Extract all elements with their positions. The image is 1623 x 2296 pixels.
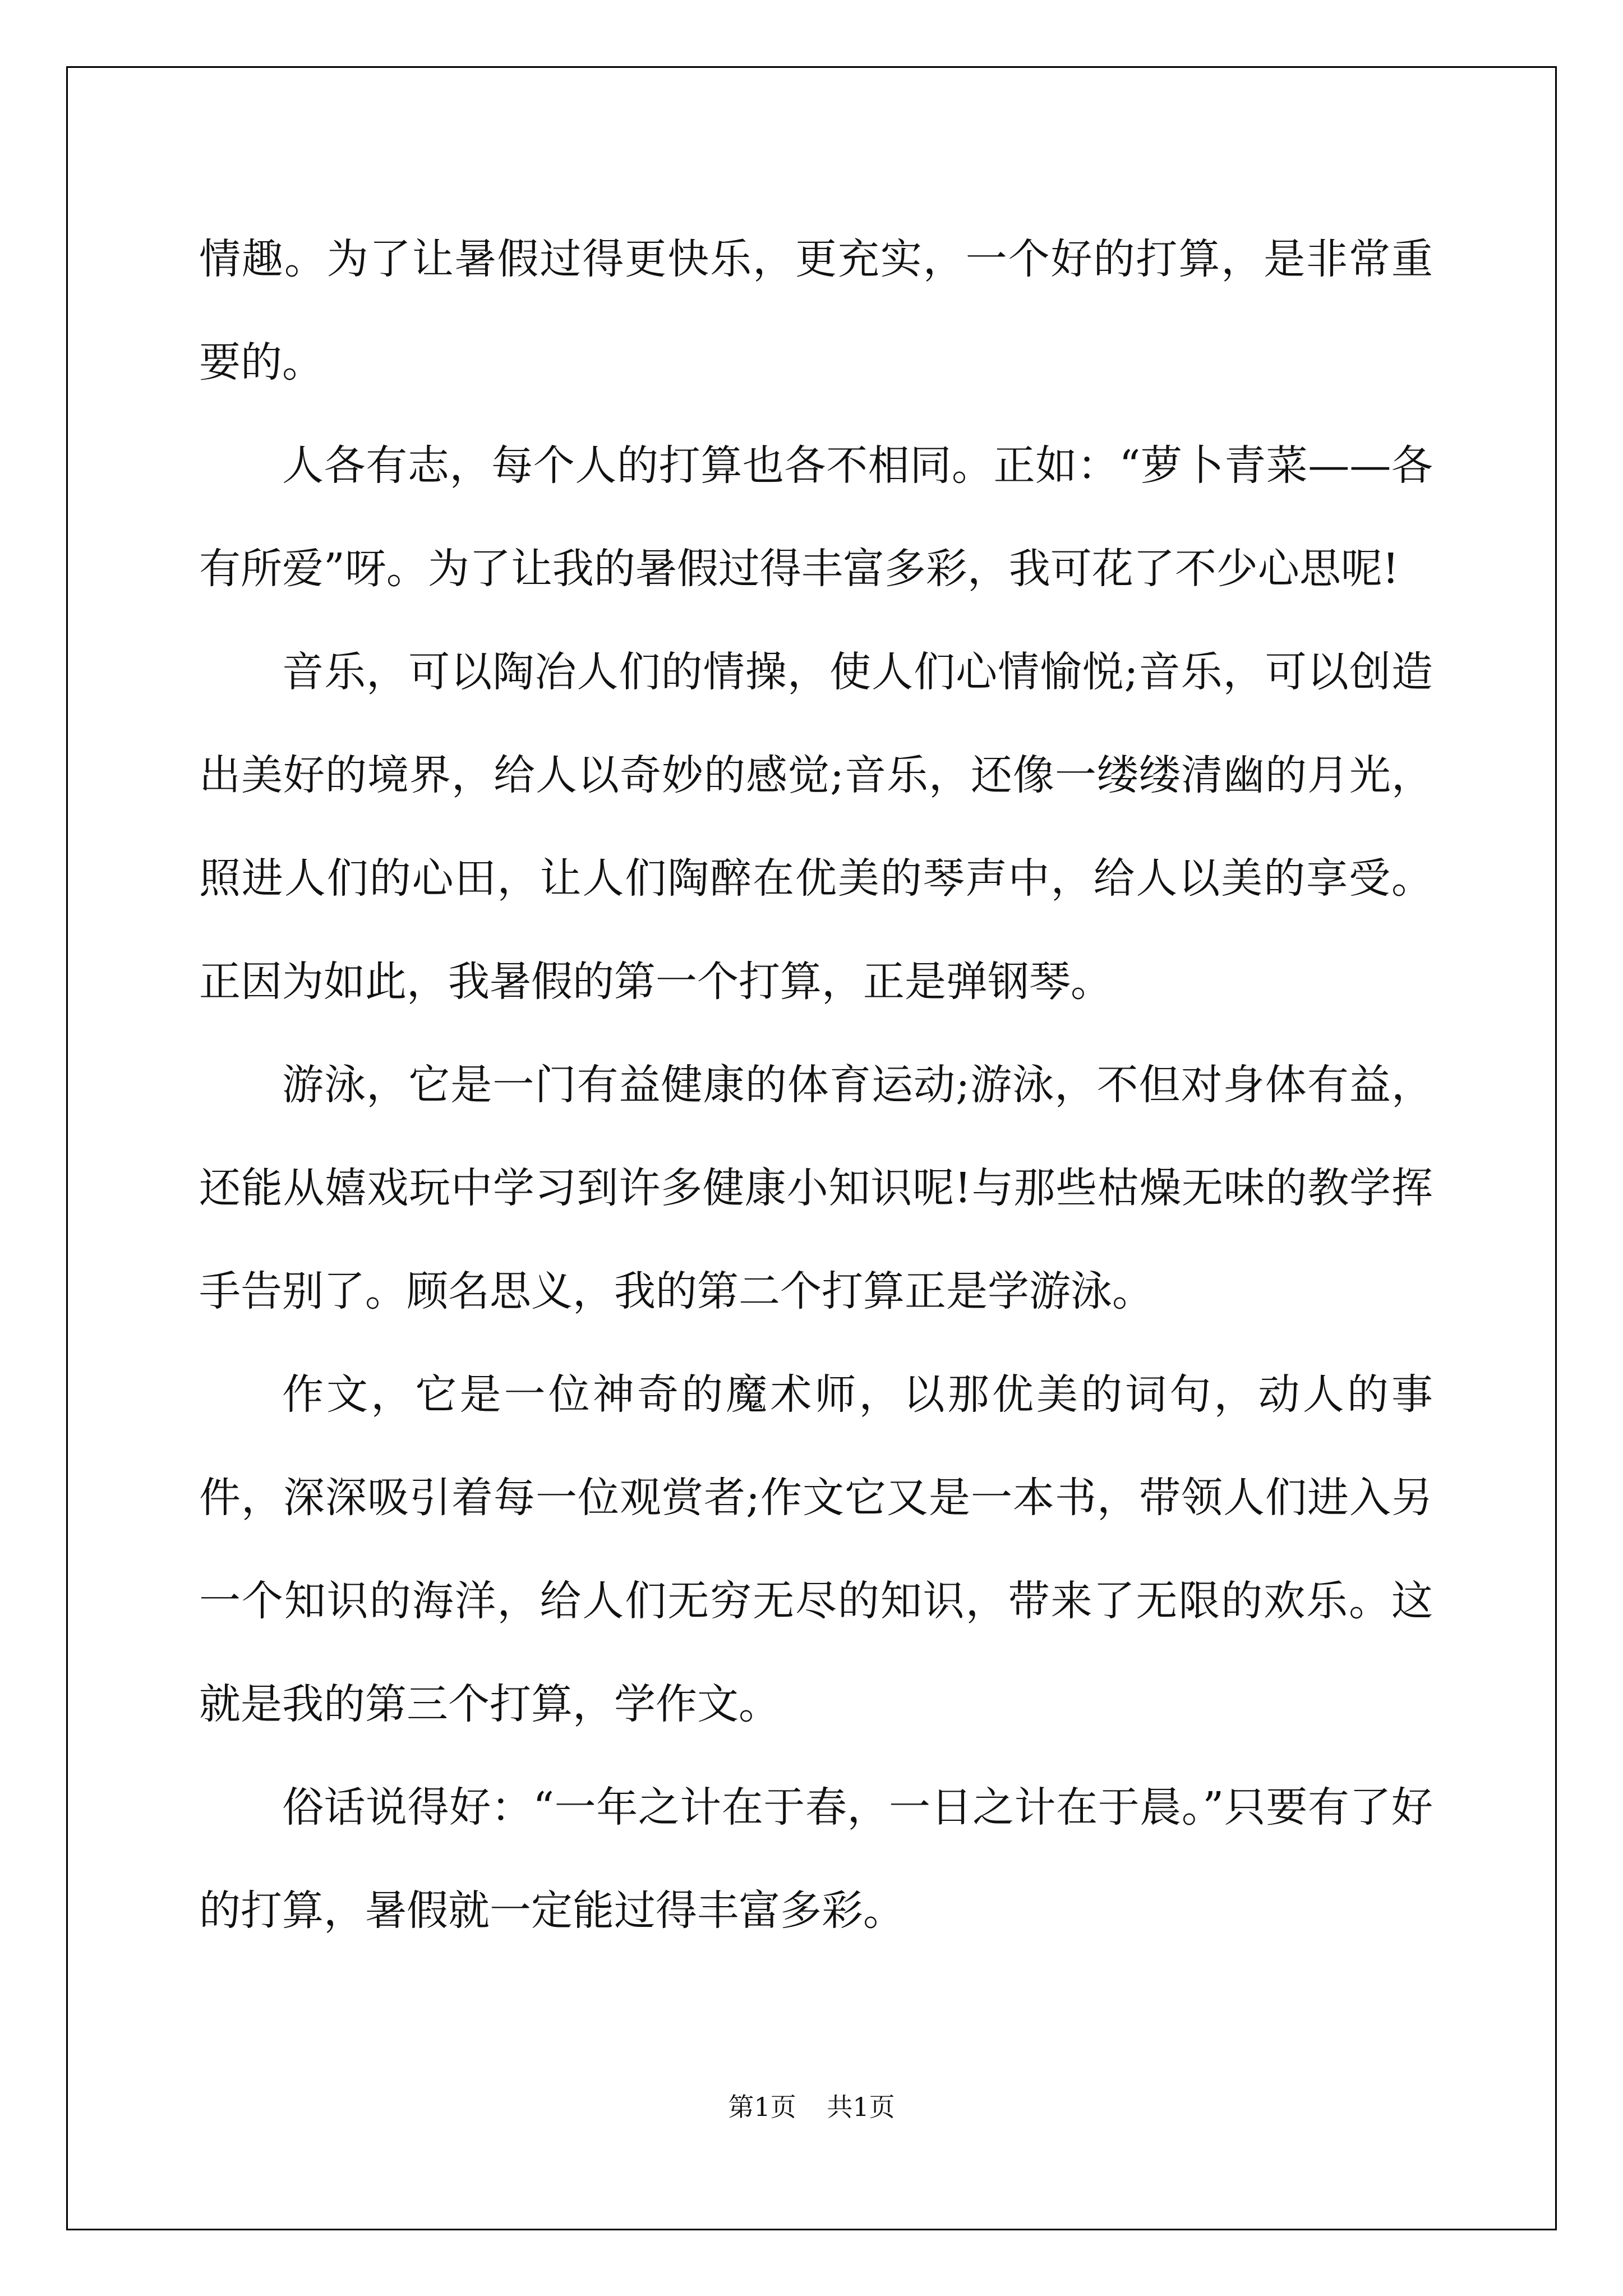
- document-body: [199, 208, 1433, 1962]
- paragraph-5: 作文，它是一位神奇的魔术师，以那优美的词句，动人的事件，深深吸引着每一位观赏者;作文它又是一本书，带领人们进入另一个知识的海洋，给人们无穷无尽的知识，带来了无限的欢乐。这就是我的第三个打算，学作文。: [199, 1370, 1433, 1728]
- paragraph-6: 俗话说得好：“一年之计在于春，一日之计在于晨。”只要有了好的打算，暑假就一定能过得丰富多彩。: [199, 1783, 1433, 1935]
- paragraph-2: 人各有志，每个人的打算也各不相同。正如：“萝卜青菜——各有所爱”呀。为了让我的暑假过得丰富多彩，我可花了不少心思呢!: [199, 441, 1433, 593]
- paragraph-1: 情趣。为了让暑假过得更快乐，更充实，一个好的打算，是非常重要的。: [199, 235, 1433, 386]
- paragraph-4: 游泳，它是一门有益健康的体育运动;游泳，不但对身体有益，还能从嬉戏玩中学习到许多健康小知识呢!与那些枯燥无味的教学挥手告别了。顾名思义，我的第二个打算正是学游泳。: [199, 1061, 1433, 1315]
- paragraph-3: 音乐，可以陶冶人们的情操，使人们心情愉悦;音乐，可以创造出美好的境界，给人以奇妙的感觉;音乐，还像一缕缕清幽的月光，照进人们的心田，让人们陶醉在优美的琴声中，给人以美的享受。正因为如此，我暑假的第一个打算，正是弹钢琴。: [199, 648, 1433, 1006]
- page-footer: [0, 2087, 1623, 2124]
- page-number-total: 共1页: [827, 2092, 895, 2122]
- page-number-current: 第1页: [728, 2092, 796, 2122]
